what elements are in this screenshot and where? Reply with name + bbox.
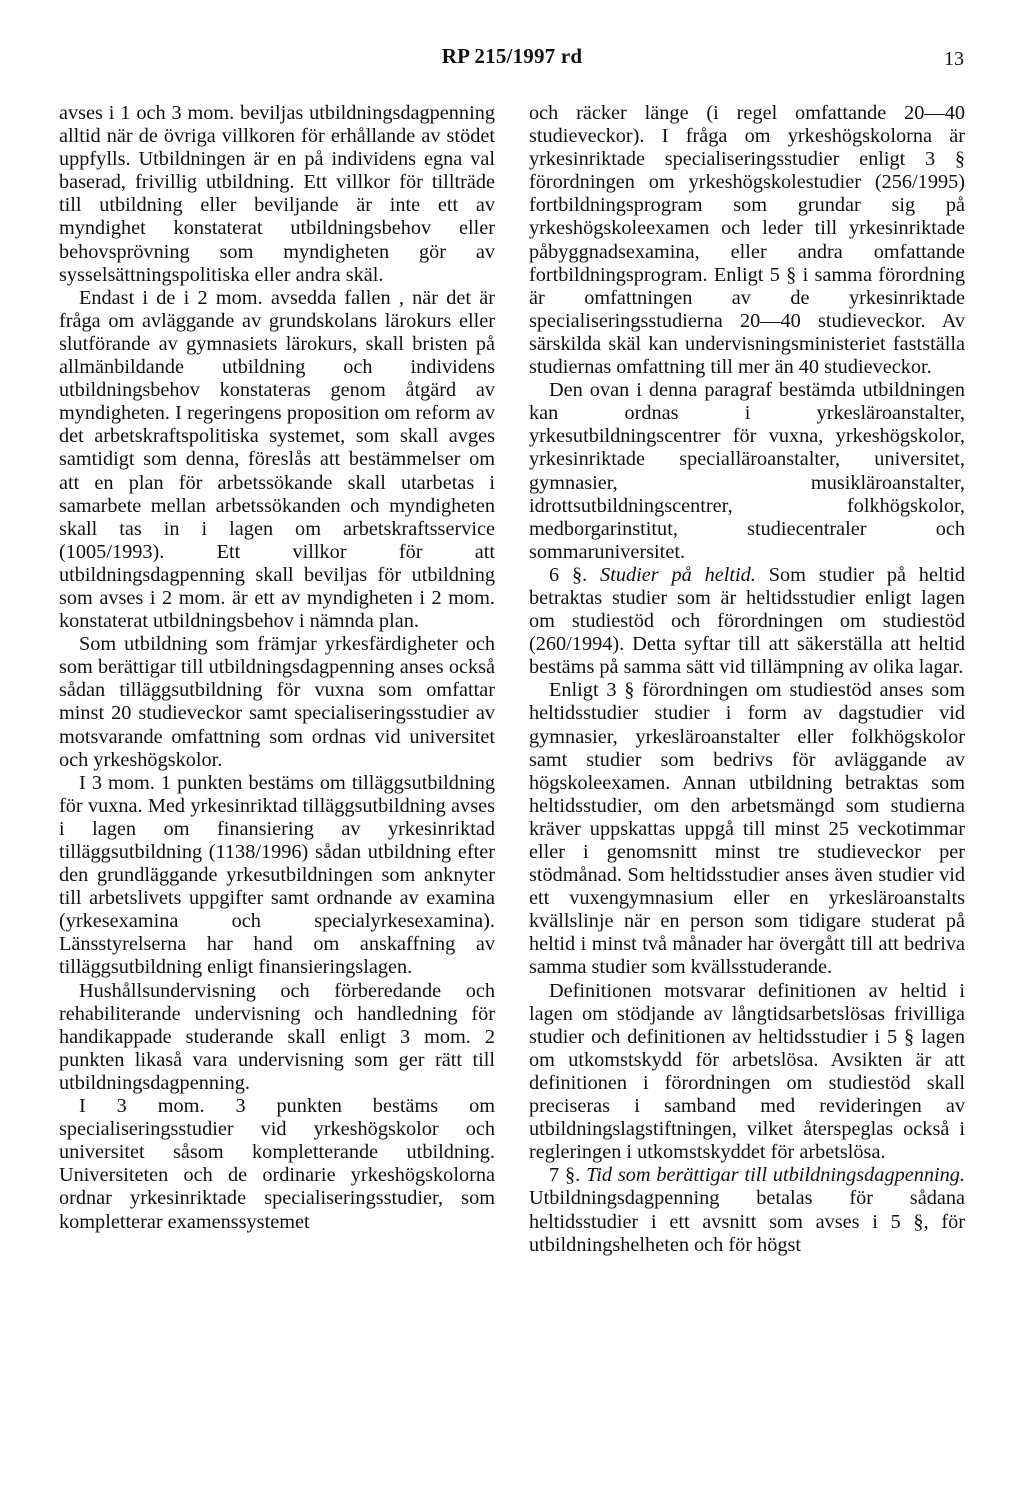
page-number: 13 (944, 48, 964, 70)
section-6-paragraph (529, 564, 965, 679)
paragraph: Endast i de i 2 mom. avsedda fallen , när det är fråga om avläggande av grundskolans lärokurs eller slutförande av gymnasiets lärokurs, skall bristen på allmänbildande utbildning och individens utbildningsbehov konstateras genom åtgärd av myndigheten. I regeringens proposition om reform av det arbetskraftspolitiska systemet, som skall avges samtidigt som denna, föreslås att bestämmelser om att en plan för arbetssökande skall utarbetas i samarbete mellan arbetssökanden och myndigheten skall tas in i lagen om arbetskraftsservice (1005/1993). Ett villkor för att utbildningsdagpenning skall beviljas för utbildning som avses i 2 mom. är ett av myndigheten i 2 mom. konstaterat utbildningsbehov i nämnda plan. (59, 286, 495, 633)
section-heading: Tid som berättigar till utbildningsdagpenning. (586, 1164, 965, 1187)
section-text: Utbildningsdagpenning betalas för sådana heltidsstudier i ett avsnitt som avses i 5 §, för utbildningshelheten och för högst (529, 1187, 965, 1256)
paragraph: I 3 mom. 3 punkten bestäms om specialiseringsstudier vid yrkeshögskolor och universitet såsom kompletterande utbildning. Universiteten och de ordinarie yrkeshögskolorna ordnar yrkesinriktade specialiseringsstudier, som kompletterar examenssystemet (59, 1095, 495, 1233)
section-7-paragraph (529, 1164, 965, 1256)
paragraph: Enligt 3 § förordningen om studiestöd anses som heltidsstudier studier i form av dagstudier vid gymnasier, yrkesläroanstalter eller folkhögskolor samt studier som bedrivs för avläggande av högskoleexamen. Annan utbildning betraktas som heltidsstudier, om den arbetsmängd som studierna kräver uppskattas uppgå till minst 25 veckotimmar eller i genomsnitt minst tre studieveckor per stödmånad. Som heltidsstudier anses även studier vid ett vuxengymnasium eller en yrkesläroanstalts kvällslinje när en person som tidigare studerat på heltid i minst två månader har övergått till att bedriva samma studier som kvällsstuderande. (529, 679, 965, 979)
paragraph: Definitionen motsvarar definitionen av heltid i lagen om stödjande av långtidsarbetslösas frivilliga studier och definitionen av heltidsstudier i 5 § lagen om utkomstskydd för arbetslösa. Avsikten är att definitionen i förordningen om studiestöd skall preciseras i samband med revideringen av utbildningslagstiftningen, vilket återspeglas också i regleringen i utkomstskyddet för arbetslösa. (529, 979, 965, 1164)
left-column (59, 102, 495, 1234)
paragraph: Hushållsundervisning och förberedande och rehabiliterande undervisning och handledning för handikappade studerande skall enligt 3 mom. 2 punkten likaså vara undervisning som ger rätt till utbildningsdagpenning. (59, 979, 495, 1094)
page-title: RP 215/1997 rd (441, 44, 583, 68)
paragraph: och räcker länge (i regel omfattande 20—40 studieveckor). I fråga om yrkeshögskolorna är yrkesinriktade specialiseringsstudier enligt 3 § förordningen om yrkeshögskolestudier (256/1995) fortbildningsprogram som grundar sig på yrkeshögskoleexamen och leder till yrkesinriktade påbyggnadsexamina, eller andra omfattande fortbildningsprogram. Enligt 5 § i samma förordning är omfattningen av de yrkesinriktade specialiseringsstudierna 20—40 studieveckor. Av särskilda skäl kan undervisningsministeriet fastställa studiernas omfattning till mer än 40 studieveckor. (529, 102, 965, 379)
paragraph: avses i 1 och 3 mom. beviljas utbildningsdagpenning alltid när de övriga villkoren för erhållande av stödet uppfylls. Utbildningen är en på individens egna val baserad, frivillig utbildning. Ett villkor för tillträde till utbildning eller beviljande är inte ett av myndighet konstaterat utbildningsbehov eller behovsprövning som myndigheten gör av sysselsättningspolitiska eller andra skäl. (59, 102, 495, 286)
paragraph: Den ovan i denna paragraf bestämda utbildningen kan ordnas i yrkesläroanstalter, yrkesutbildningscentrer för vuxna, yrkeshögskolor, yrkesinriktade specialläroanstalter, universitet, gymnasier, musikläroanstalter, idrottsutbildningscentrer, folkhögskolor, medborgarinstitut, studiecentraler och sommaruniversitet. (529, 379, 965, 563)
section-number: 6 §. (549, 563, 601, 586)
paragraph: Som utbildning som främjar yrkesfärdigheter och som berättigar till utbildningsdagpenning anses också sådan tilläggsutbildning för vuxna som omfattar minst 20 studieveckor samt specialiseringsstudier av motsvarande omfattning som ordnas vid universitet och yrkeshögskolor. (59, 633, 495, 771)
section-heading: Studier på heltid. (600, 563, 756, 586)
section-number: 7 §. (549, 1164, 587, 1187)
right-column (529, 102, 965, 1257)
paragraph: I 3 mom. 1 punkten bestäms om tilläggsutbildning för vuxna. Med yrkesinriktad tilläggsutbildning avses i lagen om finansiering av yrkesinriktad tilläggsutbildning (1138/1996) sådan utbildning efter den grundläggande yrkesutbildningen som anknyter till arbetslivets uppgifter samt ordnande av examina (yrkesexamina och specialyrkesexamina). Länsstyrelserna har hand om anskaffning av tilläggsutbildning enligt finansieringslagen. (59, 771, 495, 979)
section-text: Som studier på heltid betraktas studier som är heltidsstudier enligt lagen om studiestöd och förordningen om studiestöd (260/1994). Detta syftar till att säkerställa att heltid bestäms på samma sätt vid tillämpning av olika lagar. (529, 563, 965, 679)
